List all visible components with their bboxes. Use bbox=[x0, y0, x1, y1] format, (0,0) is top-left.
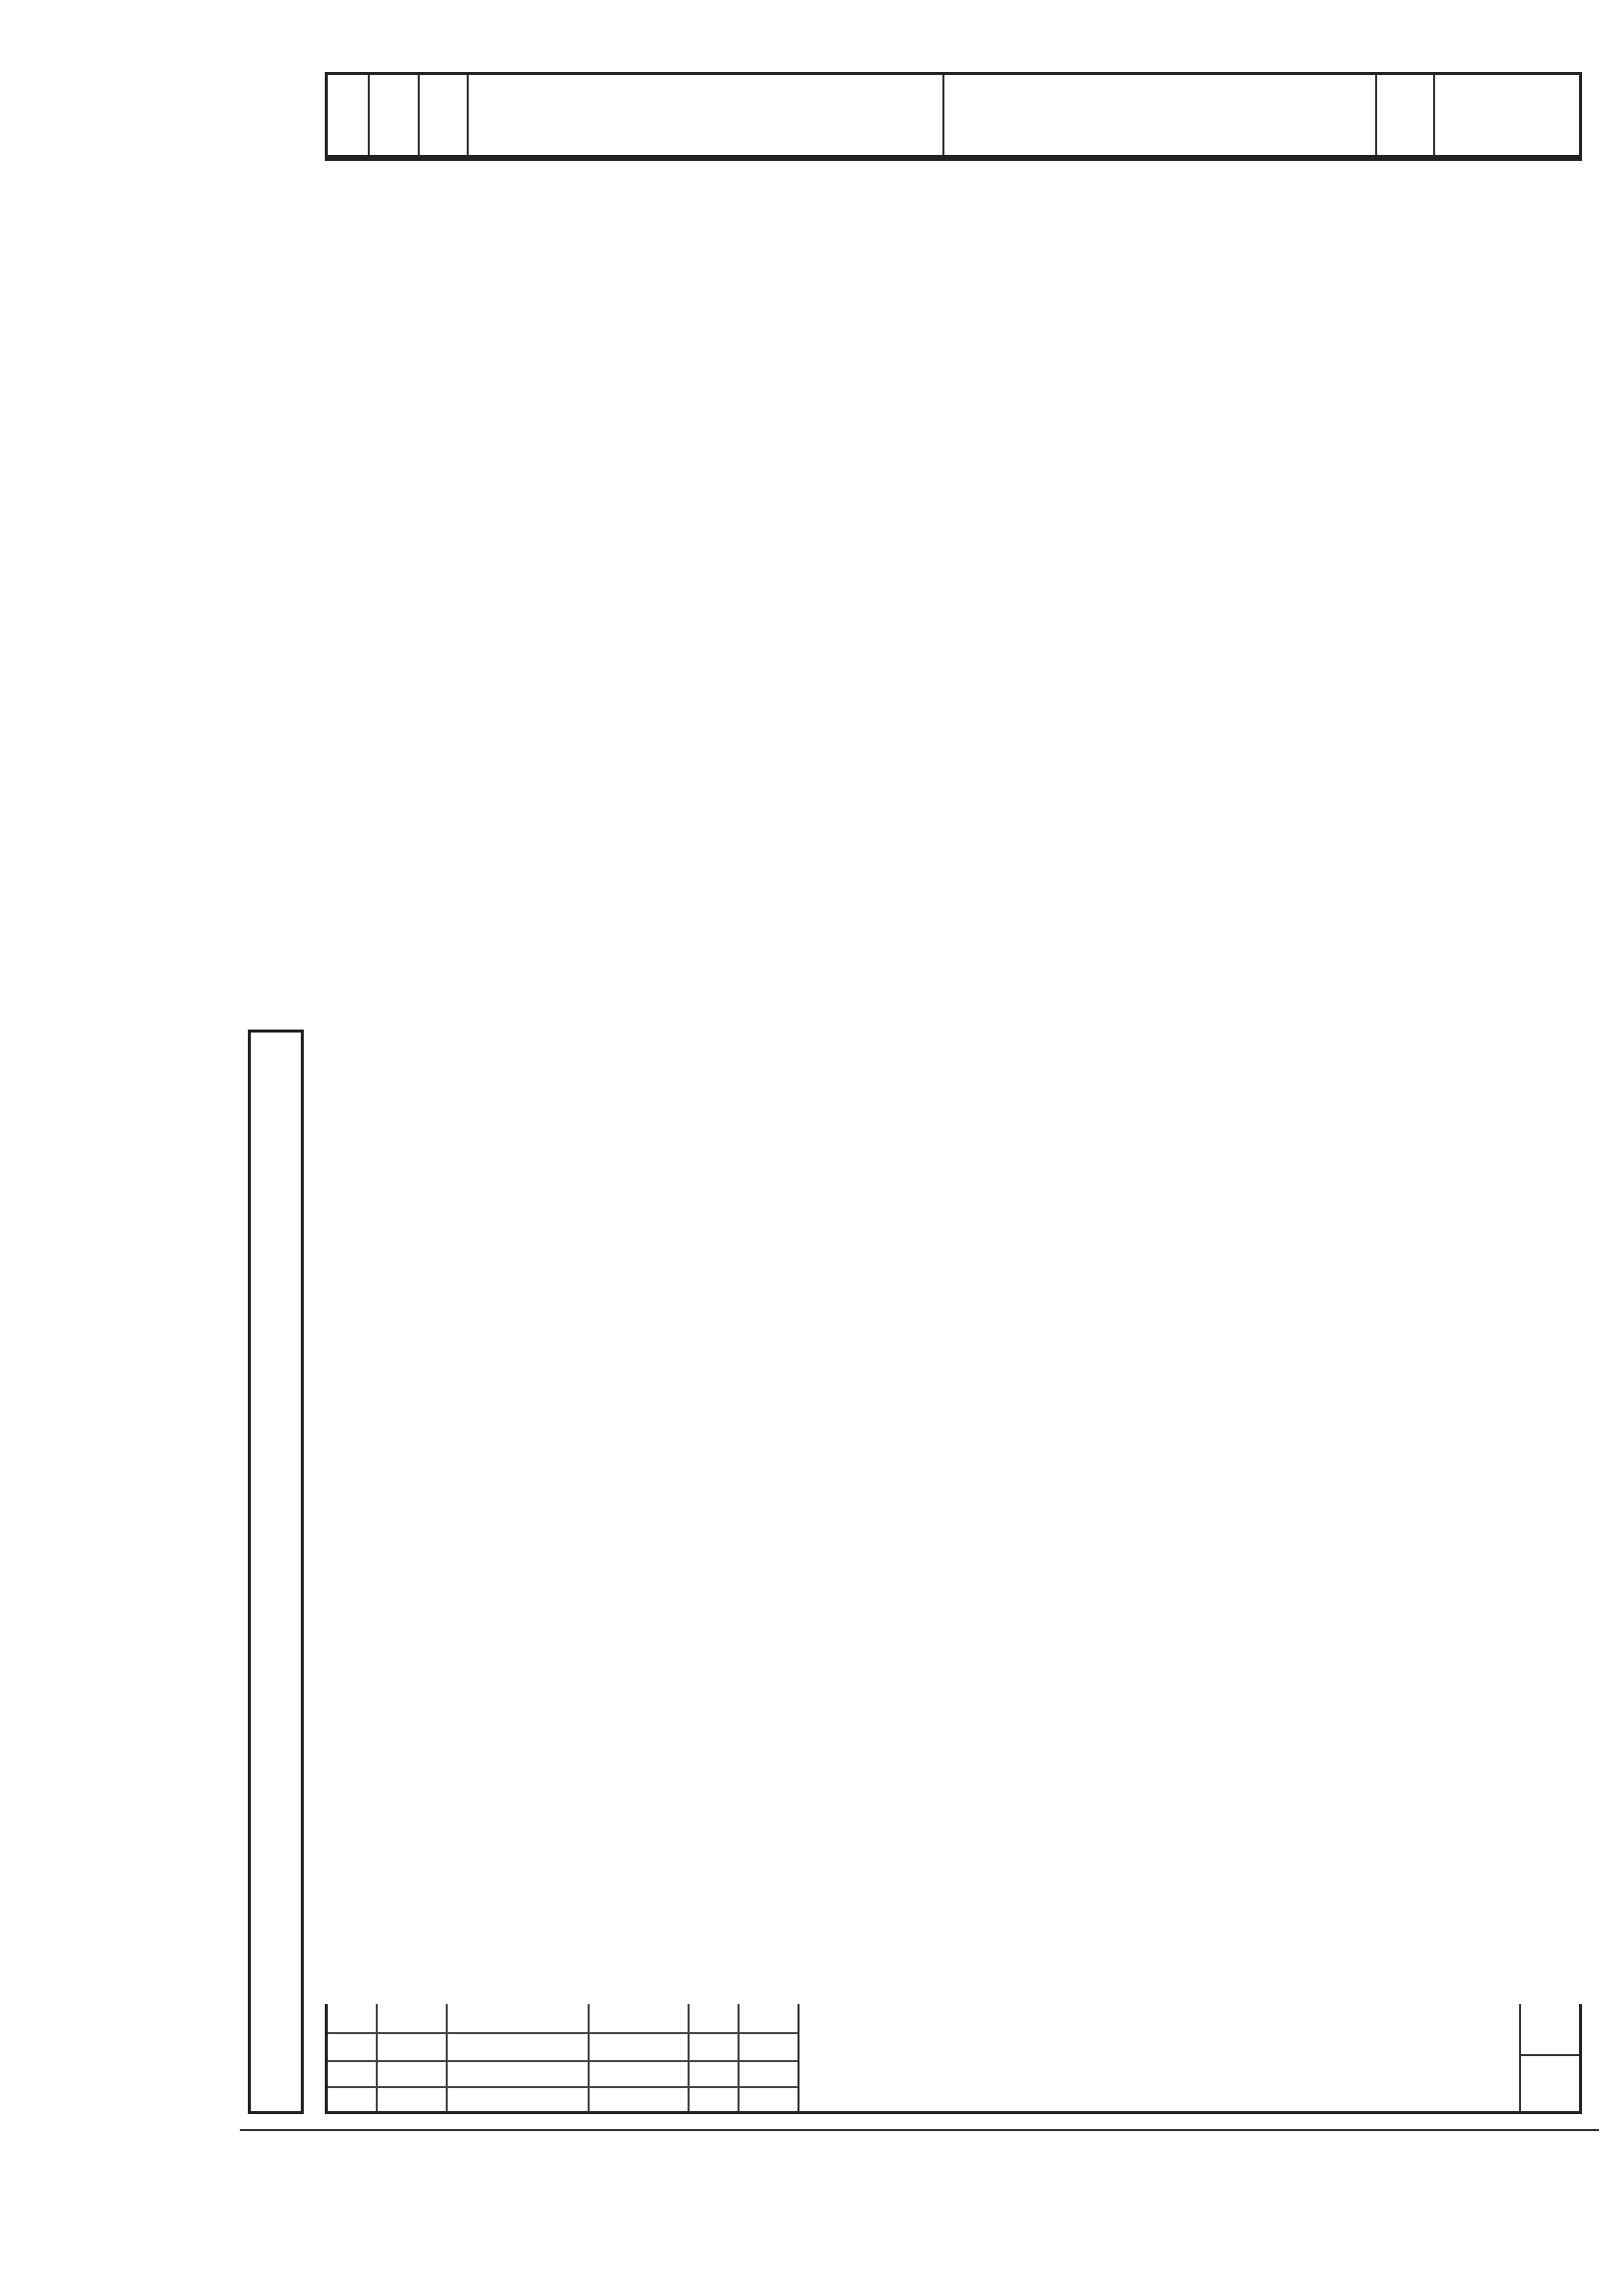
header-note bbox=[1435, 75, 1579, 155]
sheet-box bbox=[1519, 2004, 1579, 2111]
header-pos bbox=[420, 75, 470, 155]
footer-rule bbox=[240, 2129, 1599, 2131]
stamp-strip bbox=[248, 1030, 304, 2114]
table-header bbox=[328, 75, 1579, 158]
revision-grid bbox=[328, 2004, 800, 2111]
title-block bbox=[325, 2004, 1582, 2114]
header-name bbox=[944, 75, 1377, 155]
header-format bbox=[328, 75, 370, 155]
header-designation bbox=[469, 75, 944, 155]
header-qty bbox=[1377, 75, 1435, 155]
header-zone bbox=[370, 75, 420, 155]
specification-table bbox=[325, 72, 1582, 161]
